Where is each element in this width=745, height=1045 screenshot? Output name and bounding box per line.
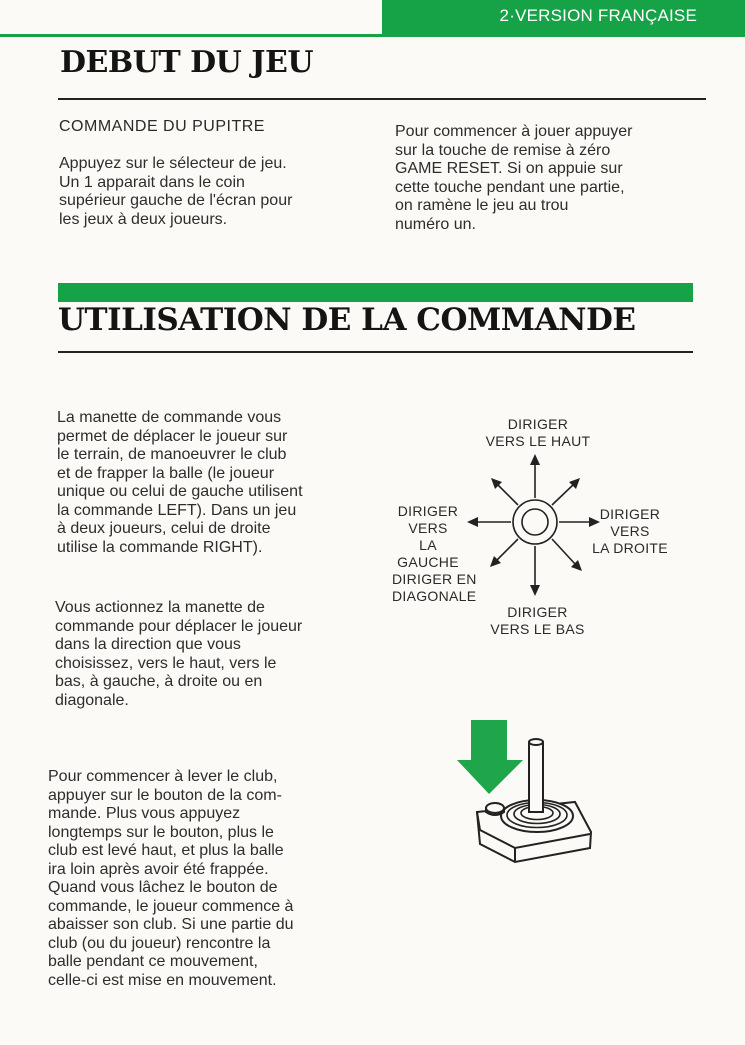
label-left: DIRIGER VERS LA GAUCHE <box>397 503 459 570</box>
header-bar <box>382 0 745 36</box>
label-down: DIRIGER VERS LE BAS <box>490 604 585 637</box>
section-band <box>58 283 693 302</box>
debut-reset-paragraph: Pour commencer à jouer appuyer sur la touche de remise à zéro GAME RESET. Si on appuie sur cette touche pendant une partie, on ramène le jeu au trou numéro un. <box>395 123 633 233</box>
section-label: 2·VERSION FRANÇAISE <box>499 6 697 25</box>
label-right: DIRIGER VERS LA DROITE <box>592 506 668 556</box>
header-strip <box>0 34 745 37</box>
direction-paragraph: Vous actionnez la manette de commande pour déplacer le joueur dans la direction que vous choisissez, vers le haut, vers le bas, à gauche, à droite ou en diagonale. <box>55 599 303 709</box>
direction-arrows-icon <box>440 440 630 620</box>
debut-subheading: COMMANDE DU PUPITRE <box>59 118 265 135</box>
debut-select-paragraph: Appuyez sur le sélecteur de jeu. Un 1 apparait dans le coin supérieur gauche de l'écran pour les jeux à deux joueurs. <box>59 155 293 228</box>
down-arrow-icon <box>457 720 523 794</box>
label-up: DIRIGER VERS LE HAUT <box>485 416 591 449</box>
label-diagonal: DIRIGER EN DIAGONALE <box>392 571 477 604</box>
utilisation-rule <box>58 351 693 353</box>
manette-paragraph: La manette de commande vous permet de déplacer le joueur sur le terrain, de manoeuvrer le club et de frapper la balle (le joueur unique ou celui de gauche utilisent la commande LEFT). Dans un jeu à deux joueurs, celui de droite utilise la commande RIGHT). <box>57 409 303 556</box>
utilisation-title: UTILISATION DE LA COMMANDE <box>58 302 636 338</box>
debut-rule <box>58 98 706 100</box>
club-paragraph: Pour commencer à lever le club, appuyer sur le bouton de la com- mande. Plus vous appuyez longtemps sur le bouton, plus le club est levé haut, et plus la balle ira loin après avoir été frappée. Quand vous lâchez le bouton de commande, le joueur commence à abaisser son club. Si une partie du club (ou du joueur) rencontre la balle pendant ce mouvement, celle-ci est mise en mouvement. <box>48 768 294 989</box>
joystick-icon <box>455 712 605 872</box>
debut-title: DEBUT DU JEU <box>60 45 314 80</box>
